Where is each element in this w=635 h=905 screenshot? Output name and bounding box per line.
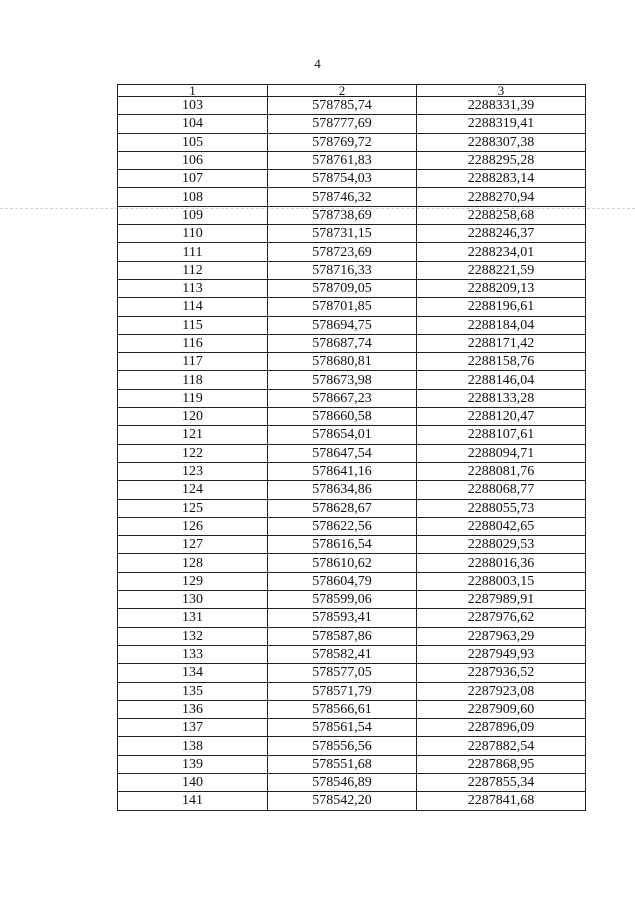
y-coordinate-cell: 2287976,62 <box>417 609 586 627</box>
point-number-cell: 137 <box>118 719 268 737</box>
point-number-cell: 114 <box>118 298 268 316</box>
y-coordinate-cell: 2287923,08 <box>417 682 586 700</box>
y-coordinate-cell: 2288331,39 <box>417 97 586 115</box>
x-coordinate-cell: 578628,67 <box>268 499 417 517</box>
table-row <box>118 554 586 572</box>
point-number-cell: 133 <box>118 645 268 663</box>
y-coordinate-cell: 2288258,68 <box>417 206 586 224</box>
header-row <box>118 85 586 97</box>
y-coordinate-cell: 2287936,52 <box>417 664 586 682</box>
table-row <box>118 316 586 334</box>
table-row <box>118 225 586 243</box>
point-number-cell: 103 <box>118 97 268 115</box>
point-number-cell: 111 <box>118 243 268 261</box>
point-number-cell: 126 <box>118 517 268 535</box>
x-coordinate-cell: 578641,16 <box>268 462 417 480</box>
point-number-cell: 128 <box>118 554 268 572</box>
point-number-cell: 115 <box>118 316 268 334</box>
x-coordinate-cell: 578716,33 <box>268 261 417 279</box>
point-number-cell: 113 <box>118 279 268 297</box>
point-number-cell: 125 <box>118 499 268 517</box>
x-coordinate-cell: 578754,03 <box>268 170 417 188</box>
x-coordinate-cell: 578731,15 <box>268 225 417 243</box>
point-number-cell: 135 <box>118 682 268 700</box>
table-row <box>118 719 586 737</box>
y-coordinate-cell: 2288029,53 <box>417 536 586 554</box>
y-coordinate-cell: 2287989,91 <box>417 591 586 609</box>
table-row <box>118 591 586 609</box>
table-body <box>118 97 586 811</box>
scan-artifact-line <box>0 208 635 210</box>
x-coordinate-cell: 578660,58 <box>268 408 417 426</box>
y-coordinate-cell: 2288295,28 <box>417 151 586 169</box>
point-number-cell: 106 <box>118 151 268 169</box>
y-coordinate-cell: 2287882,54 <box>417 737 586 755</box>
table-row <box>118 97 586 115</box>
y-coordinate-cell: 2287963,29 <box>417 627 586 645</box>
table-row <box>118 188 586 206</box>
x-coordinate-cell: 578785,74 <box>268 97 417 115</box>
table-row <box>118 371 586 389</box>
y-coordinate-cell: 2287855,34 <box>417 773 586 791</box>
point-number-cell: 141 <box>118 792 268 810</box>
table-row <box>118 481 586 499</box>
point-number-cell: 108 <box>118 188 268 206</box>
y-coordinate-cell: 2288234,01 <box>417 243 586 261</box>
y-coordinate-cell: 2288246,37 <box>417 225 586 243</box>
point-number-cell: 105 <box>118 133 268 151</box>
point-number-cell: 130 <box>118 591 268 609</box>
table-row <box>118 645 586 663</box>
x-coordinate-cell: 578738,69 <box>268 206 417 224</box>
table-row <box>118 536 586 554</box>
x-coordinate-cell: 578761,83 <box>268 151 417 169</box>
x-coordinate-cell: 578593,41 <box>268 609 417 627</box>
point-number-cell: 107 <box>118 170 268 188</box>
point-number-cell: 117 <box>118 353 268 371</box>
point-number-cell: 123 <box>118 462 268 480</box>
x-coordinate-cell: 578546,89 <box>268 773 417 791</box>
x-coordinate-cell: 578769,72 <box>268 133 417 151</box>
table-row <box>118 609 586 627</box>
y-coordinate-cell: 2288283,14 <box>417 170 586 188</box>
y-coordinate-cell: 2288068,77 <box>417 481 586 499</box>
table-row <box>118 737 586 755</box>
x-coordinate-cell: 578616,54 <box>268 536 417 554</box>
x-coordinate-cell: 578571,79 <box>268 682 417 700</box>
x-coordinate-cell: 578599,06 <box>268 591 417 609</box>
table-row <box>118 170 586 188</box>
point-number-cell: 129 <box>118 572 268 590</box>
table-row <box>118 353 586 371</box>
table-row <box>118 700 586 718</box>
point-number-cell: 112 <box>118 261 268 279</box>
table-row <box>118 298 586 316</box>
table-row <box>118 755 586 773</box>
point-number-cell: 119 <box>118 389 268 407</box>
y-coordinate-cell: 2288042,65 <box>417 517 586 535</box>
x-coordinate-cell: 578622,56 <box>268 517 417 535</box>
table-row <box>118 408 586 426</box>
y-coordinate-cell: 2288094,71 <box>417 444 586 462</box>
point-number-cell: 140 <box>118 773 268 791</box>
y-coordinate-cell: 2288120,47 <box>417 408 586 426</box>
y-coordinate-cell: 2288133,28 <box>417 389 586 407</box>
table-row <box>118 444 586 462</box>
y-coordinate-cell: 2288171,42 <box>417 334 586 352</box>
y-coordinate-cell: 2288146,04 <box>417 371 586 389</box>
page-number: 4 <box>314 56 321 71</box>
x-coordinate-cell: 578694,75 <box>268 316 417 334</box>
point-number-cell: 124 <box>118 481 268 499</box>
x-coordinate-cell: 578777,69 <box>268 115 417 133</box>
table-row <box>118 664 586 682</box>
y-coordinate-cell: 2288270,94 <box>417 188 586 206</box>
point-number-cell: 134 <box>118 664 268 682</box>
point-number-cell: 139 <box>118 755 268 773</box>
point-number-cell: 104 <box>118 115 268 133</box>
x-coordinate-cell: 578610,62 <box>268 554 417 572</box>
point-number-cell: 132 <box>118 627 268 645</box>
point-number-cell: 109 <box>118 206 268 224</box>
table-row <box>118 462 586 480</box>
table-row <box>118 517 586 535</box>
y-coordinate-cell: 2288107,61 <box>417 426 586 444</box>
y-coordinate-cell: 2288003,15 <box>417 572 586 590</box>
y-coordinate-cell: 2288081,76 <box>417 462 586 480</box>
x-coordinate-cell: 578687,74 <box>268 334 417 352</box>
column-header-1: 1 <box>118 85 268 97</box>
x-coordinate-cell: 578542,20 <box>268 792 417 810</box>
table-row <box>118 627 586 645</box>
y-coordinate-cell: 2288221,59 <box>417 261 586 279</box>
point-number-cell: 138 <box>118 737 268 755</box>
point-number-cell: 131 <box>118 609 268 627</box>
y-coordinate-cell: 2288055,73 <box>417 499 586 517</box>
x-coordinate-cell: 578680,81 <box>268 353 417 371</box>
table-row <box>118 279 586 297</box>
table-row <box>118 133 586 151</box>
point-number-cell: 118 <box>118 371 268 389</box>
column-header-3: 3 <box>417 85 586 97</box>
point-number-cell: 110 <box>118 225 268 243</box>
column-header-2: 2 <box>268 85 417 97</box>
x-coordinate-cell: 578561,54 <box>268 719 417 737</box>
y-coordinate-cell: 2288319,41 <box>417 115 586 133</box>
table-row <box>118 389 586 407</box>
point-number-cell: 127 <box>118 536 268 554</box>
point-number-cell: 122 <box>118 444 268 462</box>
table-row <box>118 499 586 517</box>
y-coordinate-cell: 2287868,95 <box>417 755 586 773</box>
x-coordinate-cell: 578647,54 <box>268 444 417 462</box>
x-coordinate-cell: 578709,05 <box>268 279 417 297</box>
table-row <box>118 151 586 169</box>
y-coordinate-cell: 2287896,09 <box>417 719 586 737</box>
x-coordinate-cell: 578746,32 <box>268 188 417 206</box>
y-coordinate-cell: 2288209,13 <box>417 279 586 297</box>
x-coordinate-cell: 578556,56 <box>268 737 417 755</box>
x-coordinate-cell: 578577,05 <box>268 664 417 682</box>
table-row <box>118 773 586 791</box>
x-coordinate-cell: 578582,41 <box>268 645 417 663</box>
point-number-cell: 136 <box>118 700 268 718</box>
x-coordinate-cell: 578587,86 <box>268 627 417 645</box>
y-coordinate-cell: 2288016,36 <box>417 554 586 572</box>
point-number-cell: 120 <box>118 408 268 426</box>
table-header <box>118 85 586 97</box>
x-coordinate-cell: 578701,85 <box>268 298 417 316</box>
table-row <box>118 261 586 279</box>
point-number-cell: 121 <box>118 426 268 444</box>
x-coordinate-cell: 578566,61 <box>268 700 417 718</box>
x-coordinate-cell: 578723,69 <box>268 243 417 261</box>
y-coordinate-cell: 2288196,61 <box>417 298 586 316</box>
x-coordinate-cell: 578673,98 <box>268 371 417 389</box>
x-coordinate-cell: 578551,68 <box>268 755 417 773</box>
point-number-cell: 116 <box>118 334 268 352</box>
y-coordinate-cell: 2287909,60 <box>417 700 586 718</box>
x-coordinate-cell: 578667,23 <box>268 389 417 407</box>
y-coordinate-cell: 2287841,68 <box>417 792 586 810</box>
table-row <box>118 426 586 444</box>
table-row <box>118 682 586 700</box>
y-coordinate-cell: 2288158,76 <box>417 353 586 371</box>
table-row <box>118 115 586 133</box>
y-coordinate-cell: 2288307,38 <box>417 133 586 151</box>
table-row <box>118 334 586 352</box>
x-coordinate-cell: 578654,01 <box>268 426 417 444</box>
table-row <box>118 572 586 590</box>
table-row <box>118 243 586 261</box>
x-coordinate-cell: 578634,86 <box>268 481 417 499</box>
y-coordinate-cell: 2288184,04 <box>417 316 586 334</box>
x-coordinate-cell: 578604,79 <box>268 572 417 590</box>
table-row <box>118 792 586 810</box>
y-coordinate-cell: 2287949,93 <box>417 645 586 663</box>
coordinates-table <box>117 84 586 811</box>
